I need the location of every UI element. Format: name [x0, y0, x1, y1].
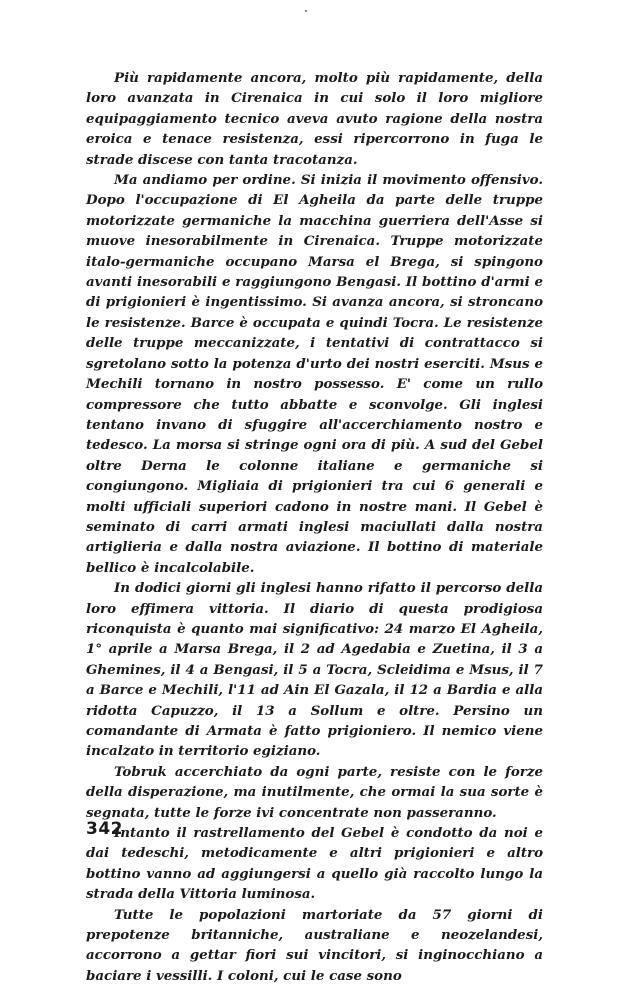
paragraph-3: In dodici giorni gli inglesi hanno rifatto il percorso della loro effimera vittoria. Il diario di questa prodigiosa riconquista è quanto mai significativo: 24 marzo El Agheila, 1° aprile a Marsa Brega, il 2 ad Agedabia e Zuetina, il 3 a Ghemines, il 4 a Bengasi, il 5 a Tocra, Scleidima e Msus, il 7 a Barce e Mechili, l'11 ad Ain El Gazala, il 12 a Bardia e alla ridotta Capuzzo, il 13 a Sollum e oltre. Persino un comandante di Armata è fatto prigioniero. Il nemico viene incalzato in territorio egiziano. [86, 580, 543, 760]
paper-speck [305, 10, 307, 12]
paragraph-1: Più rapidamente ancora, molto più rapidamente, della loro avanzata in Cirenaica in cui solo il loro migliore equipaggiamento tecnico aveva avuto ragione della nostra eroica e tenace resistenza, essi ripercorrono in fuga le strade discese con tanta tracotanza. [86, 70, 543, 168]
page-number: 342 [86, 819, 123, 839]
paragraph-2: Ma andiamo per ordine. Si inizia il movimento offensivo. Dopo l'occupazione di El Agheila da parte delle truppe motorizzate germaniche la macchina guerriera dell'Asse si muove inesorabilmente in Cirenaica. Truppe motorizzate italo-germaniche occupano Marsa el Brega, si spingono avanti inesorabili e raggiungono Bengasi. Il bottino d'armi e di prigionieri è ingentissimo. Si avanza ancora, si stroncano le resistenze. Barce è occupata e quindi Tocra. Le resistenze delle truppe meccanizzate, i tentativi di contrattacco si sgretolano sotto la potenza d'urto dei nostri eserciti. Msus e Mechili tornano in nostro possesso. E' come un rullo compressore che tutto abbatte e sconvolge. Gli inglesi tentano invano di sfuggire all'accerchiamento nostro e tedesco. La morsa si stringe ogni ora di più. A sud del Gebel oltre Derna le colonne italiane e germaniche si congiungono. Migliaia di prigionieri tra cui 6 generali e molti ufficiali superiori cadono in nostre mani. Il Gebel è seminato di carri armati inglesi maciullati dalla nostra artiglieria e dalla nostra aviazione. Il bottino di materiale bellico è incalcolabile. [86, 172, 543, 576]
paragraph-5: Intanto il rastrellamento del Gebel è condotto da noi e dai tedeschi, metodicamente e altri prigionieri e altro bottino vanno ad aggiungersi a quello già raccolto lungo la strada della Vittoria luminosa. [86, 825, 543, 903]
paragraph-4: Tobruk accerchiato da ogni parte, resiste con le forze della disperazione, ma inutilmente, che ormai la sua sorte è segnata, tutte le forze ivi concentrate non passeranno. [86, 763, 543, 821]
body-text [86, 68, 543, 986]
paragraph-6: Tutte le popolazioni martoriate da 57 giorni di prepotenze britanniche, australiane e neozelandesi, accorrono a gettar fiori sui vincitori, si inginocchiano a baciare i vessilli. I coloni, cui le case sono [86, 906, 543, 984]
